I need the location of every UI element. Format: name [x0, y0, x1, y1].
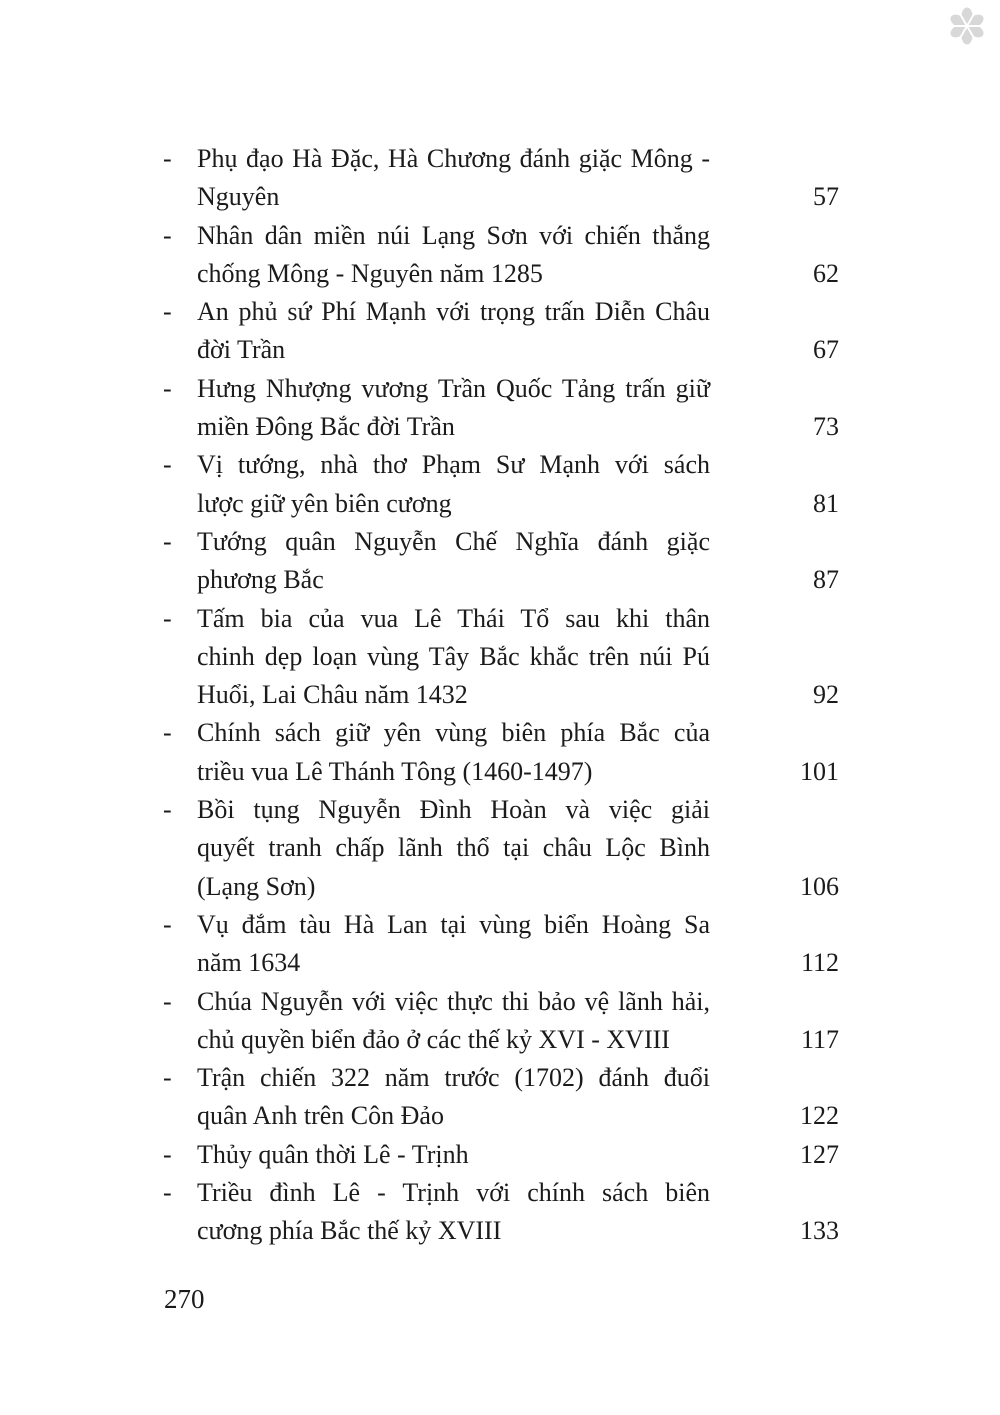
- toc-entry-title: [197, 293, 710, 370]
- toc-line: quyết tranh chấp lãnh thổ tại châu Lộc Bình: [197, 833, 710, 863]
- toc-line: phương Bắc: [197, 565, 324, 595]
- toc-entry-title: [197, 140, 710, 217]
- page-number-footer: 270: [164, 1284, 205, 1314]
- toc-entry: [163, 293, 839, 370]
- toc-line: đời Trần: [197, 335, 286, 365]
- toc-entry-bullet: -: [163, 144, 172, 173]
- toc-entry: [163, 600, 839, 715]
- toc-entry-page-number: 81: [813, 488, 839, 518]
- toc-line: năm 1634: [197, 948, 301, 978]
- toc-line: Vụ đắm tàu Hà Lan tại vùng biển Hoàng Sa: [197, 909, 710, 939]
- toc-line: lược giữ yên biên cương: [197, 488, 452, 518]
- toc-entry: [163, 1136, 839, 1174]
- toc-entry: [163, 523, 839, 600]
- toc-line: Hưng Nhượng vương Trần Quốc Tảng trấn giữ: [197, 373, 710, 403]
- toc-entry-page-number: 62: [813, 258, 839, 288]
- toc-entry-bullet: -: [163, 526, 172, 556]
- toc-entry-page-number: 133: [800, 1216, 839, 1246]
- toc-entry-bullet: -: [163, 909, 172, 939]
- toc-entry-page-number: 117: [800, 1024, 839, 1054]
- toc-entry-title: [197, 600, 710, 715]
- toc-line: chủ quyền biển đảo ở các thế kỷ XVI - XVIII: [197, 1024, 670, 1054]
- toc-entry-title: [197, 1136, 710, 1174]
- toc-entry-bullet: -: [163, 450, 172, 480]
- toc-entry-page-number: 73: [813, 412, 839, 442]
- toc-entry-bullet: -: [163, 373, 172, 403]
- toc-line: Triều đình Lê - Trịnh với chính sách biên: [197, 1178, 710, 1208]
- toc-entry-page-number: 122: [800, 1101, 839, 1131]
- toc-line: Trận chiến 322 năm trước (1702) đánh đuổi: [197, 1063, 710, 1093]
- toc-entry-page-number: 92: [813, 680, 839, 710]
- toc-line: Vị tướng, nhà thơ Phạm Sư Mạnh với sách: [197, 450, 710, 480]
- toc-entry-bullet: -: [163, 297, 172, 327]
- toc-entry-page-number: 112: [800, 948, 839, 978]
- toc-entry: [163, 791, 839, 906]
- toc-entry: [163, 1174, 839, 1251]
- toc-entry-bullet: -: [163, 603, 172, 633]
- toc-entry: [163, 906, 839, 983]
- toc-entry-page-number: 57: [813, 182, 839, 212]
- toc-entry-page-number: 67: [813, 335, 839, 365]
- toc-entry-page-number: 106: [800, 871, 839, 901]
- toc-line: Thủy quân thời Lê - Trịnh: [197, 1139, 469, 1169]
- toc-entry-page-number: 101: [800, 756, 839, 786]
- toc-entry-title: [197, 791, 710, 906]
- toc-entry: [163, 217, 839, 294]
- toc-entry-page-number: 127: [800, 1139, 839, 1169]
- toc-entry-bullet: -: [163, 220, 172, 250]
- toc-line: Phụ đạo Hà Đặc, Hà Chương đánh giặc Mông -: [197, 144, 710, 173]
- toc-entry-title: [197, 983, 710, 1060]
- toc-line: Chính sách giữ yên vùng biên phía Bắc của: [197, 718, 710, 748]
- toc-entry-bullet: -: [163, 1178, 172, 1208]
- toc-entry: [163, 370, 839, 447]
- toc-entry: [163, 446, 839, 523]
- toc-line: miền Đông Bắc đời Trần: [197, 412, 455, 442]
- toc-entry-title: [197, 523, 710, 600]
- toc-line: chống Mông - Nguyên năm 1285: [197, 258, 543, 288]
- table-of-contents: [163, 140, 839, 1251]
- toc-entry-title: [197, 906, 710, 983]
- toc-entry-title: [197, 446, 710, 523]
- toc-line: quân Anh trên Côn Đảo: [197, 1101, 444, 1131]
- toc-line: Chúa Nguyễn với việc thực thi bảo vệ lãnh hải,: [197, 986, 710, 1016]
- toc-entry: [163, 140, 839, 217]
- toc-entry-page-number: 87: [813, 565, 839, 595]
- toc-line: Bồi tụng Nguyễn Đình Hoàn và việc giải: [197, 795, 710, 825]
- toc-entry-title: [197, 370, 710, 447]
- flower-ornament-icon: [948, 7, 986, 45]
- toc-entry: [163, 714, 839, 791]
- toc-line: Huổi, Lai Châu năm 1432: [197, 680, 468, 710]
- toc-line: cương phía Bắc thế kỷ XVIII: [197, 1216, 502, 1246]
- toc-line: An phủ sứ Phí Mạnh với trọng trấn Diễn Châu: [197, 297, 710, 327]
- toc-entry-bullet: -: [163, 1063, 172, 1093]
- toc-entry-bullet: -: [163, 718, 172, 748]
- toc-line: Tấm bia của vua Lê Thái Tổ sau khi thân: [197, 603, 710, 633]
- toc-line: (Lạng Sơn): [197, 871, 316, 901]
- toc-entry: [163, 983, 839, 1060]
- toc-entry-bullet: -: [163, 795, 172, 825]
- toc-line: triều vua Lê Thánh Tông (1460-1497): [197, 756, 593, 786]
- toc-line: Tướng quân Nguyễn Chế Nghĩa đánh giặc: [197, 526, 710, 556]
- toc-entry-title: [197, 1059, 710, 1136]
- toc-line: Nhân dân miền núi Lạng Sơn với chiến thắng: [197, 220, 710, 250]
- toc-entry-title: [197, 1174, 710, 1251]
- toc-entry-title: [197, 714, 710, 791]
- toc-entry-title: [197, 217, 710, 294]
- toc-entry-bullet: -: [163, 986, 172, 1016]
- toc-entry: [163, 1059, 839, 1136]
- toc-line: chinh dẹp loạn vùng Tây Bắc khắc trên núi Pú: [197, 641, 710, 671]
- toc-entry-bullet: -: [163, 1139, 172, 1169]
- toc-line: Nguyên: [197, 182, 280, 212]
